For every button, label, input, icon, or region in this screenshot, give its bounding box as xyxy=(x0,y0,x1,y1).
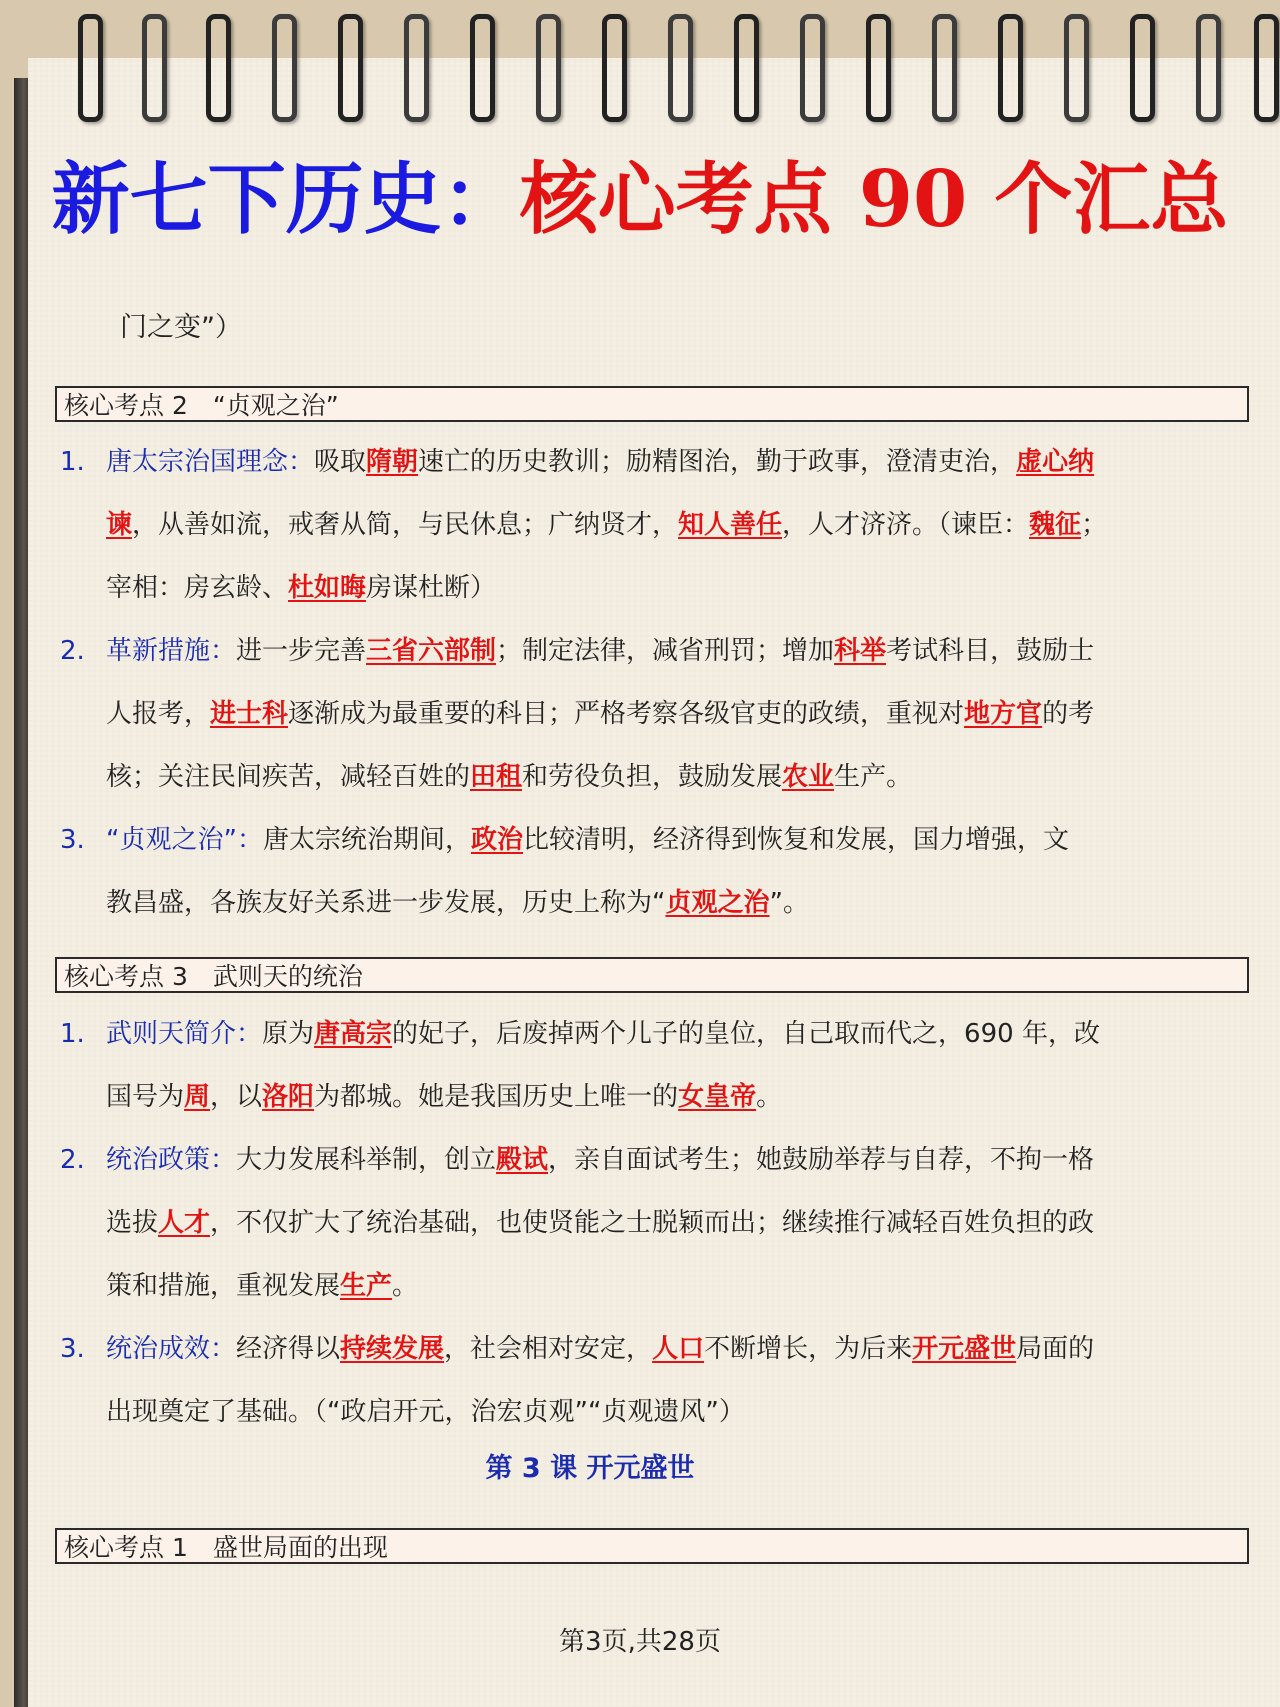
item-number: 2. xyxy=(60,1145,85,1175)
title-red: 核心考点 90 个汇总 xyxy=(519,154,1229,245)
item-line xyxy=(60,809,1252,872)
binding-ring xyxy=(470,14,495,122)
item-line xyxy=(60,1129,1252,1192)
keyword: 虚心纳 xyxy=(1016,447,1095,477)
binding-ring xyxy=(338,14,363,122)
keyword: 人口 xyxy=(652,1334,705,1364)
text-segment: ”。 xyxy=(769,888,809,918)
text-segment: 不断增长，为后来 xyxy=(704,1334,913,1364)
item-line xyxy=(60,1192,1252,1255)
lesson-title: 第 3 课 开元盛世 xyxy=(485,1453,695,1484)
text-segment: 核；关注民间疾苦，减轻百姓的 xyxy=(106,762,471,792)
text-segment: 出现奠定了基础。（“政启开元，治宏贞观”“贞观遗风”） xyxy=(106,1397,745,1427)
item-number: 3. xyxy=(60,1334,85,1364)
page-title xyxy=(0,150,1280,250)
keyword: 进士科 xyxy=(210,699,289,729)
text-segment: 为都城。她是我国历史上唯一的 xyxy=(314,1082,679,1112)
item-line xyxy=(60,1066,1252,1129)
section-box-shengshi: 核心考点 1 盛世局面的出现 xyxy=(55,1528,1249,1564)
text-segment: 的妃子，后废掉两个儿子的皇位，自己取而代之，690 年，改 xyxy=(392,1019,1100,1049)
keyword: 地方官 xyxy=(964,699,1043,729)
text-segment: ，人才济济。（谏臣： xyxy=(782,510,1030,540)
item-line xyxy=(60,1318,1252,1381)
binding-ring xyxy=(668,14,693,122)
page-footer: 第3页,共28页 xyxy=(559,1627,721,1657)
text-segment: ，以 xyxy=(210,1082,263,1112)
text-segment: ；制定法律，减省刑罚；增加 xyxy=(496,636,835,666)
item-line xyxy=(60,620,1252,683)
item-line xyxy=(60,494,1252,557)
binding-ring xyxy=(404,14,429,122)
keyword: 殿试 xyxy=(496,1145,549,1175)
text-segment: 的考 xyxy=(1042,699,1095,729)
binding-ring xyxy=(272,14,297,122)
text-segment: 局面的 xyxy=(1016,1334,1095,1364)
item-line xyxy=(60,431,1252,494)
binding-ring xyxy=(1130,14,1155,122)
text-segment: 房谋杜断） xyxy=(366,573,497,603)
text-segment: ，社会相对安定， xyxy=(444,1334,653,1364)
item-number: 2. xyxy=(60,636,85,666)
binding-ring xyxy=(1064,14,1089,122)
text-segment: 宰相：房玄龄、 xyxy=(106,573,289,603)
text-segment: 进一步完善 xyxy=(236,636,367,666)
text-segment: ，亲自面试考生；她鼓励举荐与自荐，不拘一格 xyxy=(548,1145,1095,1175)
keyword: 谏 xyxy=(106,510,133,540)
keyword: 女皇帝 xyxy=(678,1082,757,1112)
keyword: 人才 xyxy=(158,1208,211,1238)
text-segment: 策和措施，重视发展 xyxy=(106,1271,341,1301)
spiral-binding xyxy=(0,0,1280,120)
text-segment: 选拔 xyxy=(106,1208,159,1238)
binding-ring xyxy=(142,14,167,122)
text-segment: 大力发展科举制，创立 xyxy=(236,1145,497,1175)
text-segment: 考试科目，鼓励士 xyxy=(886,636,1095,666)
item-line xyxy=(60,1255,1252,1318)
binding-ring xyxy=(932,14,957,122)
item-line xyxy=(60,557,1252,620)
text-segment: 教昌盛，各族友好关系进一步发展，历史上称为“ xyxy=(106,888,666,918)
keyword: 政治 xyxy=(470,825,523,855)
text-segment: 。 xyxy=(392,1271,419,1301)
text-segment: 吸取 xyxy=(314,447,367,477)
continued-fragment: 门之变”） xyxy=(120,312,242,343)
text-segment: 经济得以 xyxy=(236,1334,341,1364)
item-line xyxy=(60,1381,1252,1444)
text-segment: ； xyxy=(1081,510,1108,540)
keyword: 魏征 xyxy=(1029,510,1082,540)
text-segment: ，从善如流，戒奢从简，与民休息；广纳贤才， xyxy=(132,510,679,540)
item-heading: 唐太宗治国理念： xyxy=(106,447,315,477)
item-line xyxy=(60,746,1252,809)
keyword: 隋朝 xyxy=(366,447,419,477)
item-line xyxy=(60,1003,1252,1066)
item-heading: “贞观之治”： xyxy=(106,825,263,855)
item-number: 3. xyxy=(60,825,85,855)
keyword: 贞观之治 xyxy=(665,888,770,918)
text-segment: 生产。 xyxy=(834,762,913,792)
item-heading: 武则天简介： xyxy=(106,1019,263,1049)
text-segment: 唐太宗统治期间， xyxy=(262,825,471,855)
item-heading: 革新措施： xyxy=(106,636,237,666)
item-number: 1. xyxy=(60,1019,85,1049)
text-segment: 比较清明，经济得到恢复和发展，国力增强，文 xyxy=(522,825,1069,855)
keyword: 开元盛世 xyxy=(912,1334,1017,1364)
keyword: 周 xyxy=(184,1082,211,1112)
text-segment: 和劳役负担，鼓励发展 xyxy=(522,762,783,792)
binding-ring xyxy=(206,14,231,122)
text-segment: 原为 xyxy=(262,1019,315,1049)
keyword: 田租 xyxy=(470,762,523,792)
binding-ring xyxy=(866,14,891,122)
keyword: 科举 xyxy=(834,636,887,666)
keyword: 唐高宗 xyxy=(314,1019,393,1049)
keyword: 知人善任 xyxy=(678,510,783,540)
section-box-zhenguan: 核心考点 2 “贞观之治” xyxy=(55,386,1249,422)
binding-ring xyxy=(1196,14,1221,122)
text-segment: 人报考， xyxy=(106,699,211,729)
binding-ring xyxy=(602,14,627,122)
text-segment: 逐渐成为最重要的科目；严格考察各级官吏的政绩，重视对 xyxy=(288,699,965,729)
item-number: 1. xyxy=(60,447,85,477)
keyword: 持续发展 xyxy=(340,1334,445,1364)
binding-ring xyxy=(78,14,103,122)
text-segment: 。 xyxy=(756,1082,783,1112)
keyword: 生产 xyxy=(340,1271,393,1301)
item-heading: 统治政策： xyxy=(106,1145,237,1175)
text-segment: 国号为 xyxy=(106,1082,185,1112)
binding-ring xyxy=(1254,14,1279,122)
binding-ring xyxy=(800,14,825,122)
item-heading: 统治成效： xyxy=(106,1334,237,1364)
keyword: 农业 xyxy=(782,762,835,792)
binding-ring xyxy=(734,14,759,122)
title-blue: 新七下历史： xyxy=(51,154,520,245)
item-line xyxy=(60,872,1252,935)
section-box-wuzetian: 核心考点 3 武则天的统治 xyxy=(55,957,1249,993)
binding-ring xyxy=(536,14,561,122)
binding-ring xyxy=(998,14,1023,122)
keyword: 洛阳 xyxy=(262,1082,315,1112)
text-segment: 速亡的历史教训；励精图治，勤于政事，澄清吏治， xyxy=(418,447,1017,477)
text-segment: ，不仅扩大了统治基础，也使贤能之士脱颖而出；继续推行减轻百姓负担的政 xyxy=(210,1208,1095,1238)
keyword: 杜如晦 xyxy=(288,573,367,603)
keyword: 三省六部制 xyxy=(366,636,497,666)
item-line xyxy=(60,683,1252,746)
